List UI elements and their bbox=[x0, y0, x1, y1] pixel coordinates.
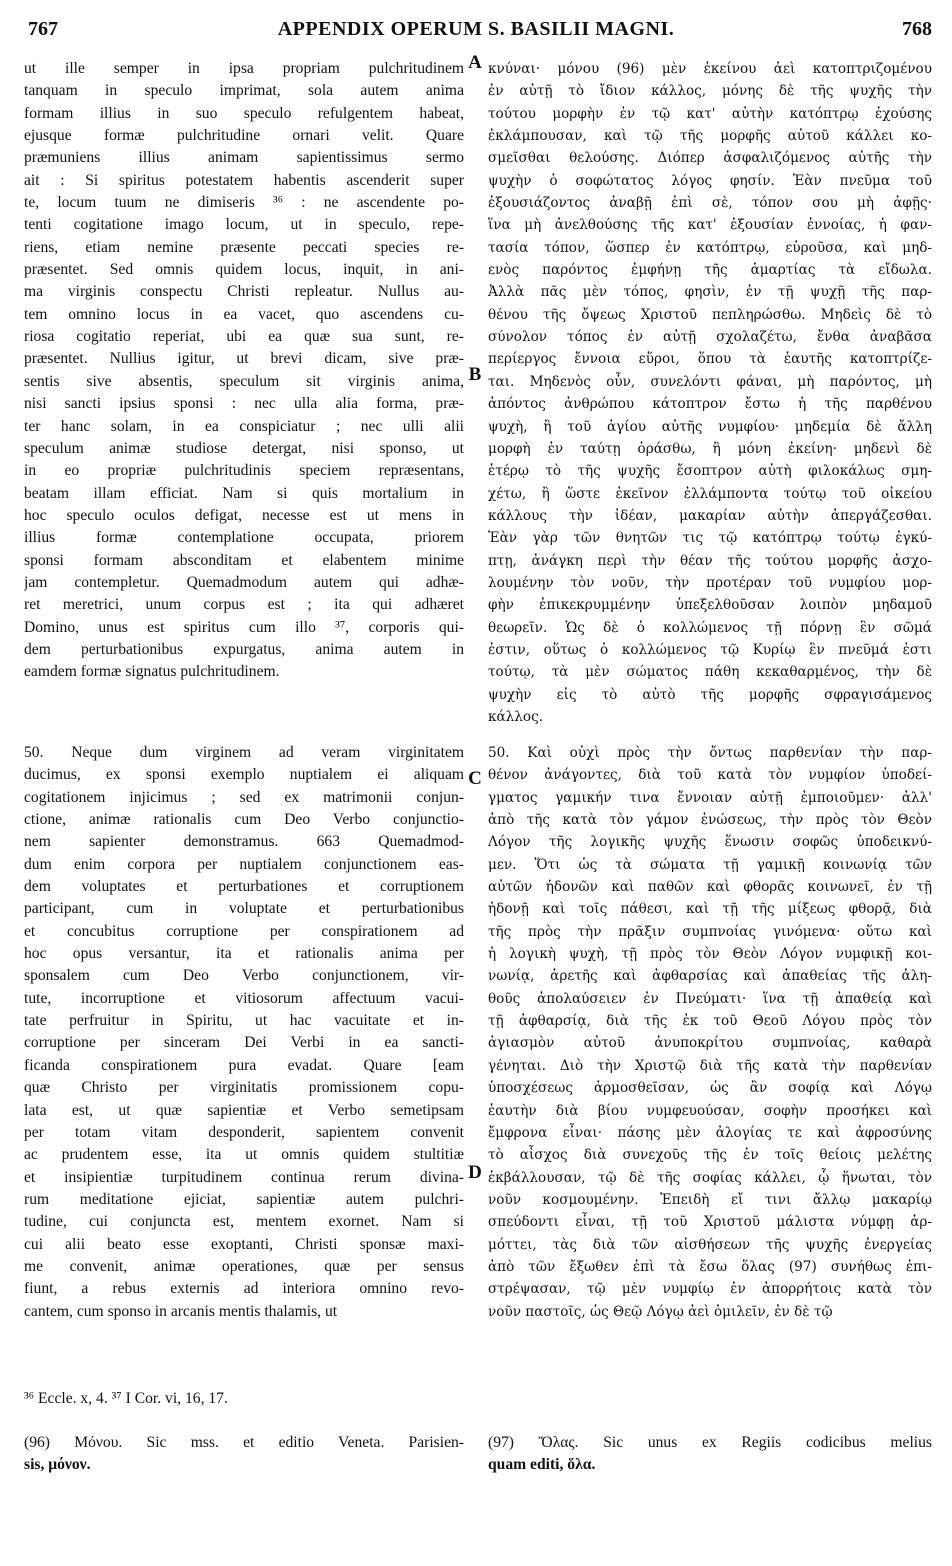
text-line: ac prudentem esse, ita ut omnis quidem stultitiæ bbox=[24, 1146, 464, 1164]
text-line: tute, incorruptione et vitiosorum affectuum vacui- bbox=[24, 989, 464, 1007]
greek-footnote bbox=[488, 1432, 932, 1476]
text-line: κνύναι· μόνου (96) μὲν ἐκείνου ἀεὶ κατοπτριζομένου bbox=[488, 61, 932, 77]
text-line: et insipientiæ turpitudinem continua rerum divina- bbox=[24, 1168, 464, 1186]
latin-footnote bbox=[24, 1432, 464, 1476]
text-line: σπεύδοντι εἶναι, τῇ τοῦ Χριστοῦ μάλιστα νύμφῃ ἁρ- bbox=[488, 1214, 932, 1231]
text-line: te, locum tuum ne dimiseris ³⁶ : ne ascendente po- bbox=[24, 194, 464, 212]
text-line: μεν. Ὅτι ὡς τὰ σώματα τῇ γαμικῇ κοινωνίᾳ τῶν bbox=[488, 856, 932, 873]
text-line: τούτου μορφὴν ἐν τῷ κατ' αὐτὴν κατόπτρῳ ἐχούσης bbox=[488, 105, 932, 122]
text-line: ται. Μηδενὸς οὖν, συνελόντι φάναι, μὴ παρόντος, μὴ bbox=[488, 373, 932, 390]
page-number-left: 767 bbox=[28, 18, 58, 40]
text-line: per totam vitam desponderit, sapientem convenit bbox=[24, 1123, 464, 1141]
text-line: ut ille semper in ipsa propriam pulchritudinem bbox=[24, 60, 464, 77]
text-line: ἁγιασμὸν αὐτοῦ ἀνυποκρίτου συμπνοίας, καθαρὰ bbox=[488, 1035, 932, 1052]
text-line: dem perturbationibus expurgatus, anima autem in bbox=[24, 640, 464, 658]
text-line: et concubitus corruptione per conspirationem ad bbox=[24, 922, 464, 940]
text-line: θεωρεῖν. Ὡς δὲ ὁ κολλώμενος τῇ πόρνῃ ἓν σῶμά bbox=[488, 619, 932, 636]
text-line: κάλλος. bbox=[488, 708, 544, 725]
text-line: ἡ λογικὴ ψυχὴ, τῇ πρὸς τὸν Θεὸν Λόγον νυμφικῇ κοι- bbox=[488, 946, 932, 963]
text-line: hoc speculo oculos defigat, necesse est ut mens in bbox=[24, 506, 464, 524]
greek-section-1 bbox=[488, 58, 932, 728]
text-line: tem omnino locus in ea vacet, quo ascendens cu- bbox=[24, 305, 464, 323]
text-line: ἑαυτὴν διὰ βίου νυμφευούσαν, σοφὴν προσήκει καὶ bbox=[488, 1102, 932, 1119]
text-line: τῆς πρὸς τὴν πρᾶξιν συμπνοίας γινόμενα· οὕτω καὶ bbox=[488, 923, 932, 940]
text-line: ὑποσχέσεως ἁρμοσθεῖσαν, ὡς ἂν σοφίᾳ καὶ Λόγῳ bbox=[488, 1080, 932, 1097]
text-line: beatam illam efficiat. Nam si quis mortalium in bbox=[24, 484, 464, 502]
text-line: Λόγον τῆς λογικῆς ψυχῆς ἕνωσιν σοφῶς ὑποδεικνύ- bbox=[488, 834, 932, 851]
text-line: γένηται. Διὸ τὴν Χριστῷ διὰ τῆς κατὰ τὴν παρθενίαν bbox=[488, 1057, 932, 1074]
footnote-line: (96) Μόνου. Sic mss. et editio Veneta. Parisien- bbox=[24, 1434, 464, 1451]
text-line: ἐστιν, οὕτως ὁ κολλώμενος τῷ Κυρίῳ ἓν πνεῦμά ἐστι bbox=[488, 641, 932, 658]
text-line: τούτῳ, τὰ μὲν σώματος πάθη κεκαθαρμένος, τὴν δὲ bbox=[488, 664, 932, 681]
text-line: eamdem formæ signatus pulchritudinem. bbox=[24, 663, 280, 681]
text-line: κάλλους τὴν ἰδέαν, μακαρίαν αὐτὴν ἀπεργάζεσθαι. bbox=[488, 507, 932, 524]
text-line: Ἐὰν γὰρ τῶν θνητῶν τις τῷ κατόπτρῳ τούτῳ ἐγκύ- bbox=[488, 530, 932, 547]
text-line: θοῦς ἀπολαύσειεν ἐν Πνεύματι· ἵνα τῇ ἀπαθείᾳ καὶ bbox=[488, 990, 932, 1007]
text-line: cogitationem injicimus ; sed ex matrimonii conjun- bbox=[24, 788, 464, 806]
text-line: sponsi formam absconditam et elabentem minime bbox=[24, 551, 464, 569]
text-line: fiunt, a rebus externis ad interiora omnino revo- bbox=[24, 1280, 464, 1298]
text-line: νωνίᾳ, ἀρετῆς καὶ ἀφθαρσίας καὶ ἀπαθείας τῆς ἀλη- bbox=[488, 968, 932, 985]
text-line: αὐτῶν ἡδονῶν καὶ παθῶν καὶ φθορᾶς κοινωνεῖ, ἐν τῇ bbox=[488, 879, 932, 896]
text-line: ἀπὸ τῶν ἔξωθεν ἐπὶ τὰ ἔσω ὅλας (97) συνήθως ἐπι- bbox=[488, 1258, 932, 1275]
text-line: σμεῖσθαι θελούσης. Διόπερ ἀσφαλιζόμενος αὐτῆς τὴν bbox=[488, 150, 932, 167]
text-line: quæ Christo per virginitatis promissionem copu- bbox=[24, 1079, 464, 1097]
text-line: περίεργος ἔννοια εὕροι, ὅπου τὰ ἑαυτῆς κατοπτρίζε- bbox=[488, 351, 932, 368]
text-line: tenti cogitatione imago locum, ut in speculo, repe- bbox=[24, 216, 464, 234]
latin-section-1 bbox=[24, 58, 464, 684]
page-header bbox=[0, 18, 952, 48]
text-line: sentis sive absentis, speculum sit virginis animа, bbox=[24, 372, 464, 390]
text-line: θένον ἀνάγοντες, διὰ τοῦ κατὰ τὸν νυμφίον ὑποδεί- bbox=[488, 767, 932, 784]
greek-section-2 bbox=[488, 742, 932, 1323]
text-line: λουμένην τὸν νοῦν, τὴν προτέραν τοῦ νυμφίου μορ- bbox=[488, 574, 932, 591]
margin-marker-b: B bbox=[468, 364, 482, 385]
text-line: τὸ αἶσχος διὰ συνεχοῦς τῆς ἐν τοῖς θείοις μελέτης bbox=[488, 1147, 932, 1164]
text-line: dem voluptates et perturbationes et corruptionem bbox=[24, 878, 464, 896]
text-line: θένου τῆς ὄψεως Χριστοῦ πεπληρώσθω. Μηδεὶς δὲ τὸ bbox=[488, 306, 932, 323]
text-line: ενὸς παρόντος ἐμφήνῃ τῆς ἁμαρτίας τὰ εἴδωλα. bbox=[488, 262, 932, 279]
text-line: tudine, cui conjuncta est, mentem exornet. Nam si bbox=[24, 1213, 464, 1231]
text-line: μορφὴ ἐν ταύτῃ ὁράσθω, ἢ μόνη ἐκείνη· μηδενὶ δὲ bbox=[488, 440, 932, 457]
margin-marker-c: C bbox=[468, 768, 482, 789]
text-line: rum meditatione ejiciat, sapientiæ autem pulchri- bbox=[24, 1190, 464, 1208]
text-line: ἡδονῇ καὶ τοῖς πάθεσι, καὶ τῇ τῆς μίξεως φθορᾷ, διὰ bbox=[488, 901, 932, 918]
text-line: ret meretrici, unum corpus est ; ita qui adhæret bbox=[24, 596, 464, 614]
text-line: sponsalem cum Deo Verbo conjunctionem, vir- bbox=[24, 967, 464, 985]
text-line: formam illius in suo speculo refulgentem habeat, bbox=[24, 104, 464, 122]
footnote-line: sis, μόνον. bbox=[24, 1456, 91, 1473]
text-line: ἐκλάμπουσαν, καὶ τῷ τῆς μορφῆς αὐτοῦ κάλλει κο- bbox=[488, 128, 932, 145]
text-line: στρέψασαν, τῷ μὲν νυμφίῳ ἐν ἀπορρήτοις κατὰ τὸν bbox=[488, 1281, 932, 1298]
text-line: 50. Neque dum virginem ad veram virginitatem bbox=[24, 744, 464, 761]
margin-marker-a: A bbox=[468, 52, 482, 73]
text-line: ἵνα μὴ ἀνελθούσης τῆς κατ' ἐξουσίαν ἐννοίας, ἡ φαν- bbox=[488, 217, 932, 234]
text-line: νοῦν κοσμουμένην. Ἐπειδὴ εἴ τινι ἄλλῳ μακαρίῳ bbox=[488, 1191, 932, 1208]
latin-section-2 bbox=[24, 742, 464, 1323]
text-line: illius formæ contemplatione occupata, priorem bbox=[24, 529, 464, 547]
text-line: participant, cum in voluptate et perturbationibus bbox=[24, 900, 464, 918]
text-line: lata est, ut quæ sapientiæ et Verbo semetipsam bbox=[24, 1101, 464, 1119]
text-line: tanquam in speculo imprimat, sola autem anima bbox=[24, 82, 464, 100]
text-line: 50. Καὶ οὐχὶ πρὸς τὴν ὄντως παρθενίαν τὴν παρ- bbox=[488, 745, 932, 761]
text-line: cantem, cum sponso in arcanis mentis thalamis, ut bbox=[24, 1302, 338, 1320]
text-line: præmuniens illius animam sapientissimus sermo bbox=[24, 149, 464, 167]
text-line: hoc opus versantur, ita et rationalis anima per bbox=[24, 945, 464, 963]
page-number-right: 768 bbox=[902, 18, 932, 40]
text-line: cui alii beato esse exoptanti, Christi sponsæ maxi- bbox=[24, 1235, 464, 1253]
text-line: μόττει, τὰς διὰ τῶν αἰσθήσεων τῆς ψυχῆς ἐνεργείας bbox=[488, 1236, 932, 1253]
text-line: corruptione per sinceram Dei Verbi in ea sancti- bbox=[24, 1034, 464, 1052]
text-line: ter hanc solam, in ea conspiciatur ; nec ulli alii bbox=[24, 417, 464, 435]
scripture-notes: ³⁶ Eccle. x, 4. ³⁷ I Cor. vi, 16, 17. bbox=[24, 1390, 228, 1407]
text-line: ἀπόντος ἀνθρώπου κάτοπτρον ἔστω ἡ τῆς παρθένου bbox=[488, 396, 932, 413]
text-line: ctione, animæ rationalis cum Deo Verbo conjunctio- bbox=[24, 811, 464, 829]
text-line: τασία τόπον, ὥσπερ ἐν κατόπτρῳ, εὑροῦσα, καὶ μηδ- bbox=[488, 239, 932, 256]
text-line: jam contempletur. Quemadmodum autem qui adhæ- bbox=[24, 573, 464, 591]
text-line: præsentet. Nullius igitur, ut brevi dicam, sive præ- bbox=[24, 350, 464, 368]
footnote-line: (97) Ὅλας. Sic unus ex Regiis codicibus melius bbox=[488, 1434, 932, 1451]
text-line: ἐκβάλλουσαν, τῷ δὲ τῆς σοφίας κάλλει, ᾧ ἥνωται, τὸν bbox=[488, 1169, 932, 1186]
text-line: riosa cogitatio reperiat, ubi ea quæ sua sunt, re- bbox=[24, 328, 464, 346]
text-line: Ἀλλὰ πᾶς μὲν τόπος, φησὶν, ἐν τῇ ψυχῇ τῆς παρ- bbox=[488, 284, 932, 301]
text-line: ma virginis conspectu Christi repleatur. Nullus au- bbox=[24, 283, 464, 301]
text-line: Domino, unus est spiritus cum illo ³⁷, corporis qui- bbox=[24, 618, 464, 636]
text-line: ἑτέρῳ τὸ τῆς ψυχῆς ἔσοπτρον αὐτὴ φιλοκάλως σμη- bbox=[488, 463, 932, 480]
text-line: χέτω, ἢ ὥστε ἐκεῖνον ἐλλάμποντα τούτῳ τοῦ οἰκείου bbox=[488, 485, 932, 502]
text-line: ἀπὸ τῆς κατὰ τὸν γάμον ἑνώσεως, τὴν πρὸς τὸν Θεὸν bbox=[488, 812, 932, 829]
footnote-line: quam editi, ὅλα. bbox=[488, 1456, 596, 1473]
text-line: me convenit, animæ operationes, quæ per sensus bbox=[24, 1257, 464, 1275]
text-line: φὴν ἐπικεκρυμμένην ὑπεξελθοῦσαν λοιπὸν μηδαμοῦ bbox=[488, 597, 932, 614]
margin-marker-d: D bbox=[468, 1162, 482, 1183]
text-line: tate perfruitur in Spiritu, ut hac vacuitate et in- bbox=[24, 1012, 464, 1030]
running-title: APPENDIX OPERUM S. BASILII MAGNI. bbox=[277, 18, 675, 40]
text-line: ψυχὴ, ἢ τοῦ ἁγίου αὐτῆς νυμφίου· μηδεμία δὲ ἄλλη bbox=[488, 418, 932, 435]
text-line: τῇ ἀφθαρσίᾳ, διὰ τῆς ἐκ τοῦ Θεοῦ Λόγου πρὸς τὸν bbox=[488, 1013, 932, 1030]
text-line: ejusque formæ pulchritudine ornari velit. Quare bbox=[24, 127, 464, 145]
text-line: ducimus, ex sponsi exemplo nuptialem ei aliquam bbox=[24, 766, 464, 784]
text-line: ficanda conspirationem pura evadat. Quare [eam bbox=[24, 1056, 464, 1074]
text-line: nem sapienter demonstramus. 663 Quemadmod- bbox=[24, 833, 464, 851]
text-line: γματος γαμικήν τινα ἔννοιαν αὐτῇ ἐμποιοῦμεν· ἀλλ' bbox=[488, 789, 932, 806]
text-line: in eo propriæ pulchritudinis speciem repræsentans, bbox=[24, 462, 464, 480]
text-line: νοῦν παστοῖς, ὡς Θεῷ Λόγῳ ἀεὶ ὁμιλεῖν, ἐν δὲ τῷ bbox=[488, 1303, 833, 1320]
text-line: dum enim corpora per nuptialem conjunctionem eas- bbox=[24, 855, 464, 873]
text-line: ἐξουσιάζοντος ἀναβῇ ἐπὶ σὲ, τόπον σου μὴ ἀφῇς· bbox=[488, 195, 932, 212]
text-line: πτῃ, ἀνάγκη περὶ τὴν θέαν τῆς τούτου μορφῆς ἀσχο- bbox=[488, 552, 932, 569]
text-line: ψυχὴν εἰς τὸ αὐτὸ τῆς μορφῆς σφραγισάμενος bbox=[488, 686, 932, 703]
text-line: speculum animæ studiose detergat, nisi sponso, ut bbox=[24, 439, 464, 457]
text-line: ἐν αὐτῇ τὸ ἴδιον κάλλος, μόνης δὲ τῆς ψυχῆς τὴν bbox=[488, 83, 932, 100]
text-line: ait : Si spiritus potestatem habentis ascenderit super bbox=[24, 171, 464, 189]
text-line: riens, etiam nemine præsente peccati species re- bbox=[24, 238, 464, 256]
text-line: nisi sancti ipsius sponsi : nec ulla alia forma, præ- bbox=[24, 395, 464, 413]
text-line: ἔμφρονα εἶναι· πάσης μὲν ἀλογίας τε καὶ ἀφροσύνης bbox=[488, 1124, 932, 1141]
text-line: σύνολον τόπος ἐν αὐτῇ σχολαζέτω, ἔνθα ἀναβᾶσα bbox=[488, 329, 932, 346]
text-line: præsentet. Sed omnis quidem locus, inquit, in ani- bbox=[24, 261, 464, 279]
text-line: ψυχὴν ὁ σοφώτατος λόγος φησίν. Ἐὰν πνεῦμα τοῦ bbox=[488, 172, 932, 189]
